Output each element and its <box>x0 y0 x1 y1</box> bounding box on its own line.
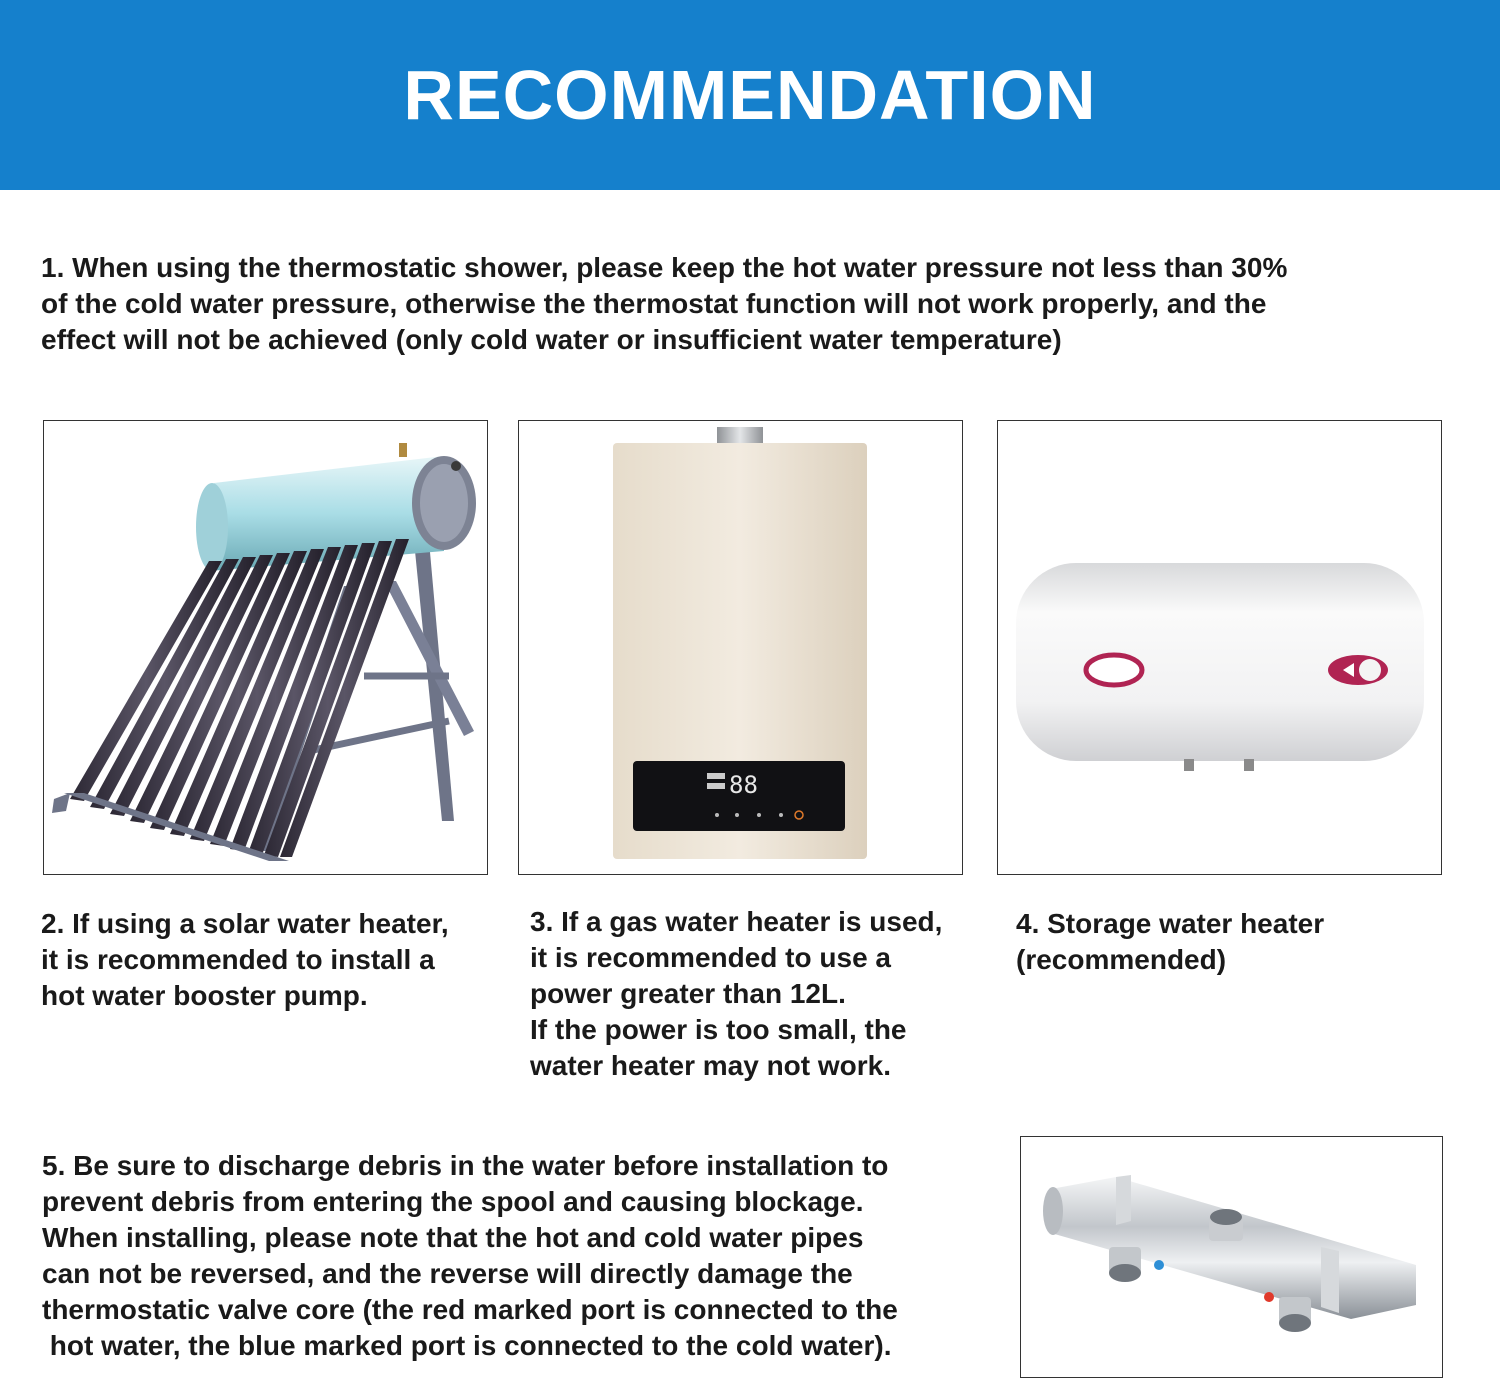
svg-text:88: 88 <box>729 771 758 799</box>
note-5-line: When installing, please note that the hot and cold water pipes <box>42 1222 864 1253</box>
note-4-line: (recommended) <box>1016 944 1227 975</box>
gas-water-heater-image <box>518 420 963 875</box>
note-5-line: prevent debris from entering the spool and causing blockage. <box>42 1186 864 1217</box>
note-3-line: 3. If a gas water heater is used, <box>530 906 943 937</box>
note-3-line: If the power is too small, the <box>530 1014 907 1045</box>
note-2-line: 2. If using a solar water heater, <box>41 908 449 939</box>
page-title: RECOMMENDATION <box>403 56 1097 134</box>
note-2-line: hot water booster pump. <box>41 980 368 1011</box>
note-5-line: 5. Be sure to discharge debris in the water before installation to <box>42 1150 889 1181</box>
note-1-line: 1. When using the thermostatic shower, please keep the hot water pressure not less than 30% <box>41 252 1288 283</box>
solar-water-heater-illustration <box>44 421 487 874</box>
note-3 <box>530 904 942 1084</box>
note-3-line: water heater may not work. <box>530 1050 892 1081</box>
note-5-line: can not be reversed, and the reverse will directly damage the <box>42 1258 853 1289</box>
header-banner <box>0 0 1500 190</box>
note-1 <box>41 250 1287 358</box>
note-3-line: power greater than 12L. <box>530 978 846 1009</box>
thermostatic-valve-illustration <box>1021 1137 1442 1377</box>
note-4 <box>1016 906 1324 978</box>
note-2 <box>41 906 449 1014</box>
hot-marker <box>1264 1292 1274 1302</box>
note-1-line: of the cold water pressure, otherwise the thermostat function will not work properly, and the <box>41 288 1267 319</box>
solar-water-heater-image <box>43 420 488 875</box>
gas-water-heater-illustration <box>519 421 962 874</box>
note-5-line: hot water, the blue marked port is connected to the cold water). <box>42 1330 892 1361</box>
thermostatic-valve-image <box>1020 1136 1443 1378</box>
storage-water-heater-image <box>997 420 1442 875</box>
note-4-line: 4. Storage water heater <box>1016 908 1325 939</box>
note-5 <box>42 1148 898 1364</box>
cold-marker <box>1154 1260 1164 1270</box>
note-2-line: it is recommended to install a <box>41 944 435 975</box>
note-1-line: effect will not be achieved (only cold water or insufficient water temperature) <box>41 324 1062 355</box>
storage-water-heater-illustration <box>998 421 1441 874</box>
note-5-line: thermostatic valve core (the red marked port is connected to the <box>42 1294 898 1325</box>
note-3-line: it is recommended to use a <box>530 942 891 973</box>
